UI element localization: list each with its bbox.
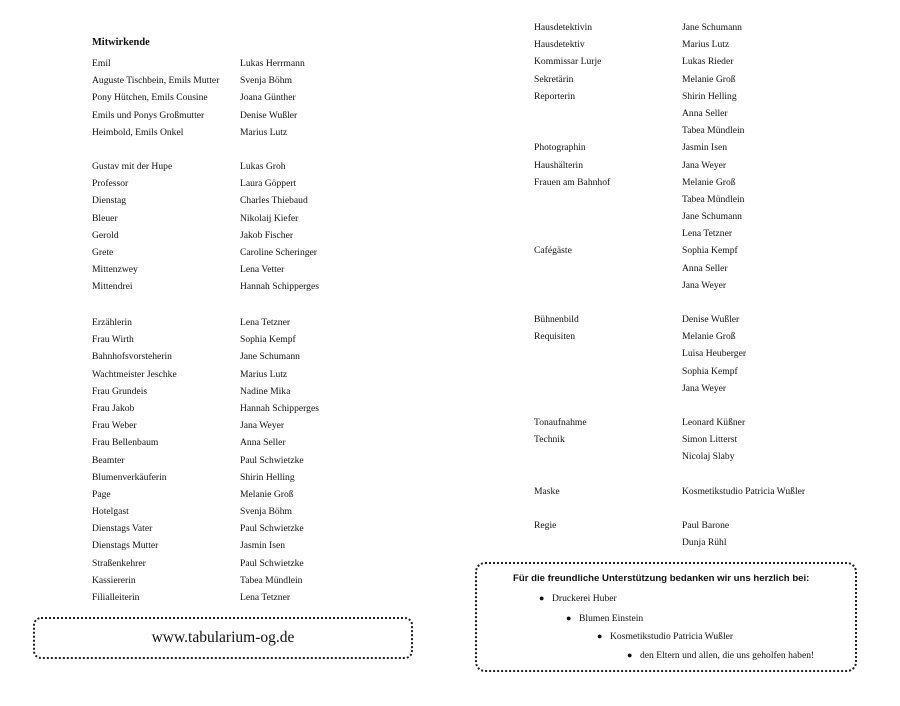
role-name: Reporterin xyxy=(534,90,576,102)
role-name: Grete xyxy=(92,246,114,258)
actor-name: Melanie Groß xyxy=(682,176,736,188)
role-name: Straßenkehrer xyxy=(92,557,146,569)
role-name: Wachtmeister Jeschke xyxy=(92,368,177,380)
role-name: Maske xyxy=(534,486,560,497)
actor-name: Lena Tetzner xyxy=(240,592,291,603)
actor-name: Marius Lutz xyxy=(240,126,288,138)
sponsor-name: Kosmetikstudio Patricia Wußler xyxy=(610,631,734,642)
role-name: Requisiten xyxy=(534,331,576,343)
actor-name: Tabea Mündlein xyxy=(682,125,745,137)
role-name: Heimbold, Emils Onkel xyxy=(92,126,184,138)
actor-name: Jasmin Isen xyxy=(240,540,286,552)
role-name: Gerold xyxy=(92,229,119,241)
role-name: Dienstag xyxy=(92,195,127,207)
actor-name: Lena Tetzner xyxy=(240,317,291,328)
role-name: Mittendrei xyxy=(92,281,133,293)
role-name: Frauen am Bahnhof xyxy=(534,176,611,188)
actor-name: Anna Seller xyxy=(682,262,728,274)
website-box xyxy=(33,617,413,659)
thanks-title: Für die freundliche Unterstützung bedanken wir uns herzlich bei: xyxy=(513,573,810,584)
website-url: www.tabularium-og.de xyxy=(151,629,295,646)
bullet-icon: ● xyxy=(597,631,603,641)
sponsor-item xyxy=(627,650,815,661)
role-name: Professor xyxy=(92,178,129,190)
sponsor-item xyxy=(597,631,734,642)
sponsor-item xyxy=(566,613,644,624)
actor-name: Lukas Groh xyxy=(240,161,286,172)
role-name: Dienstags Vater xyxy=(92,523,153,535)
actor-name: Nikolaij Kiefer xyxy=(240,212,299,224)
role-name: Photographin xyxy=(534,142,586,154)
actor-name: Anna Seller xyxy=(682,107,728,119)
actor-name: Lena Tetzner xyxy=(682,228,733,240)
actor-name: Leonard Küßner xyxy=(682,417,746,428)
actor-name: Shirin Helling xyxy=(240,471,295,483)
actor-name: Lukas Rieder xyxy=(682,56,734,68)
role-name: Kommissar Lurje xyxy=(534,56,602,68)
role-name: Frau Bellenbaum xyxy=(92,437,159,449)
actor-name: Svenja Böhm xyxy=(240,506,292,518)
role-name: Bahnhofsvorsteherin xyxy=(92,351,172,363)
role-name: Bühnenbild xyxy=(534,314,579,325)
sponsor-name: den Eltern und allen, die uns geholfen haben! xyxy=(640,650,815,661)
role-name: Sekretärin xyxy=(534,73,574,85)
actor-name: Svenja Böhm xyxy=(240,75,292,87)
actor-name: Paul Schwietzke xyxy=(240,557,304,569)
actor-name: Lena Vetter xyxy=(240,264,285,276)
actor-name: Hannah Schipperges xyxy=(240,402,319,414)
actor-name: Tabea Mündlein xyxy=(682,193,745,205)
actor-name: Paul Schwietzke xyxy=(240,523,304,535)
actor-name: Sophia Kempf xyxy=(240,334,296,346)
role-name: Bleuer xyxy=(92,212,118,224)
role-name: Frau Jakob xyxy=(92,402,135,414)
actor-name: Jana Weyer xyxy=(682,382,727,394)
role-name: Emil xyxy=(92,58,111,69)
role-name: Erzählerin xyxy=(92,317,132,328)
actor-name: Nicolaj Slaby xyxy=(682,451,735,463)
actor-name: Shirin Helling xyxy=(682,90,737,102)
actor-name: Jana Weyer xyxy=(240,420,285,432)
actor-name: Jane Schumann xyxy=(682,22,742,33)
actor-name: Anna Seller xyxy=(240,437,286,449)
actor-name: Jana Weyer xyxy=(682,159,727,171)
actor-name: Lukas Herrmann xyxy=(240,58,305,69)
role-name: Emils und Ponys Großmutter xyxy=(92,109,205,121)
actor-name: Denise Wußler xyxy=(682,314,740,325)
actor-name: Melanie Groß xyxy=(682,73,736,85)
actor-name: Caroline Scheringer xyxy=(240,246,317,258)
role-name: Cafégäste xyxy=(534,245,572,257)
actor-name: Paul Schwietzke xyxy=(240,454,304,466)
sponsor-name: Blumen Einstein xyxy=(579,613,644,624)
role-name: Regie xyxy=(534,520,557,531)
actor-name: Kosmetikstudio Patricia Wußler xyxy=(682,486,806,497)
role-name: Frau Grundeis xyxy=(92,385,148,397)
role-name: Hausdetektiv xyxy=(534,39,585,51)
sponsor-name: Druckerei Huber xyxy=(552,593,617,604)
actor-name: Sophia Kempf xyxy=(682,245,738,257)
actor-name: Charles Thiebaud xyxy=(240,195,308,207)
actor-name: Denise Wußler xyxy=(240,109,298,121)
role-name: Auguste Tischbein, Emils Mutter xyxy=(92,75,220,87)
role-name: Hausdetektivin xyxy=(534,22,593,33)
cast-heading: Mitwirkende xyxy=(92,37,150,48)
role-name: Hotelgast xyxy=(92,506,129,518)
actor-name: Joana Günther xyxy=(240,92,296,104)
bullet-icon: ● xyxy=(566,613,572,623)
role-name: Pony Hütchen, Emils Cousine xyxy=(92,92,208,104)
role-name: Page xyxy=(92,488,111,500)
actor-name: Jakob Fischer xyxy=(240,229,294,241)
role-name: Technik xyxy=(534,434,565,446)
sponsor-item xyxy=(539,593,617,604)
actor-name: Paul Barone xyxy=(682,520,730,531)
role-name: Gustav mit der Hupe xyxy=(92,161,173,172)
actor-name: Jane Schumann xyxy=(240,351,300,363)
actor-name: Dunja Rühl xyxy=(682,537,727,549)
role-name: Kassiererin xyxy=(92,574,136,586)
role-name: Mittenzwey xyxy=(92,264,138,276)
actor-name: Melanie Groß xyxy=(682,331,736,343)
actor-name: Jane Schumann xyxy=(682,211,742,223)
role-name: Haushälterin xyxy=(534,159,584,171)
bullet-icon: ● xyxy=(539,593,545,603)
role-name: Dienstags Mutter xyxy=(92,540,159,552)
actor-name: Jana Weyer xyxy=(682,279,727,291)
role-name: Frau Weber xyxy=(92,420,137,432)
role-name: Filialleiterin xyxy=(92,592,140,603)
role-name: Blumenverkäuferin xyxy=(92,471,167,483)
actor-name: Laura Göppert xyxy=(240,178,297,190)
actor-name: Marius Lutz xyxy=(682,39,730,51)
bullet-icon: ● xyxy=(627,650,633,660)
role-name: Tonaufnahme xyxy=(534,417,587,428)
actor-name: Hannah Schipperges xyxy=(240,281,319,293)
actor-name: Sophia Kempf xyxy=(682,365,738,377)
actor-name: Melanie Groß xyxy=(240,488,294,500)
role-name: Beamter xyxy=(92,454,125,466)
actor-name: Simon Litterst xyxy=(682,434,738,446)
role-name: Frau Wirth xyxy=(92,334,134,346)
actor-name: Luisa Heuberger xyxy=(682,348,747,360)
actor-name: Jasmin Isen xyxy=(682,142,728,154)
actor-name: Marius Lutz xyxy=(240,368,288,380)
thanks-box xyxy=(475,562,857,672)
actor-name: Nadine Mika xyxy=(240,385,291,397)
actor-name: Tabea Mündlein xyxy=(240,574,303,586)
